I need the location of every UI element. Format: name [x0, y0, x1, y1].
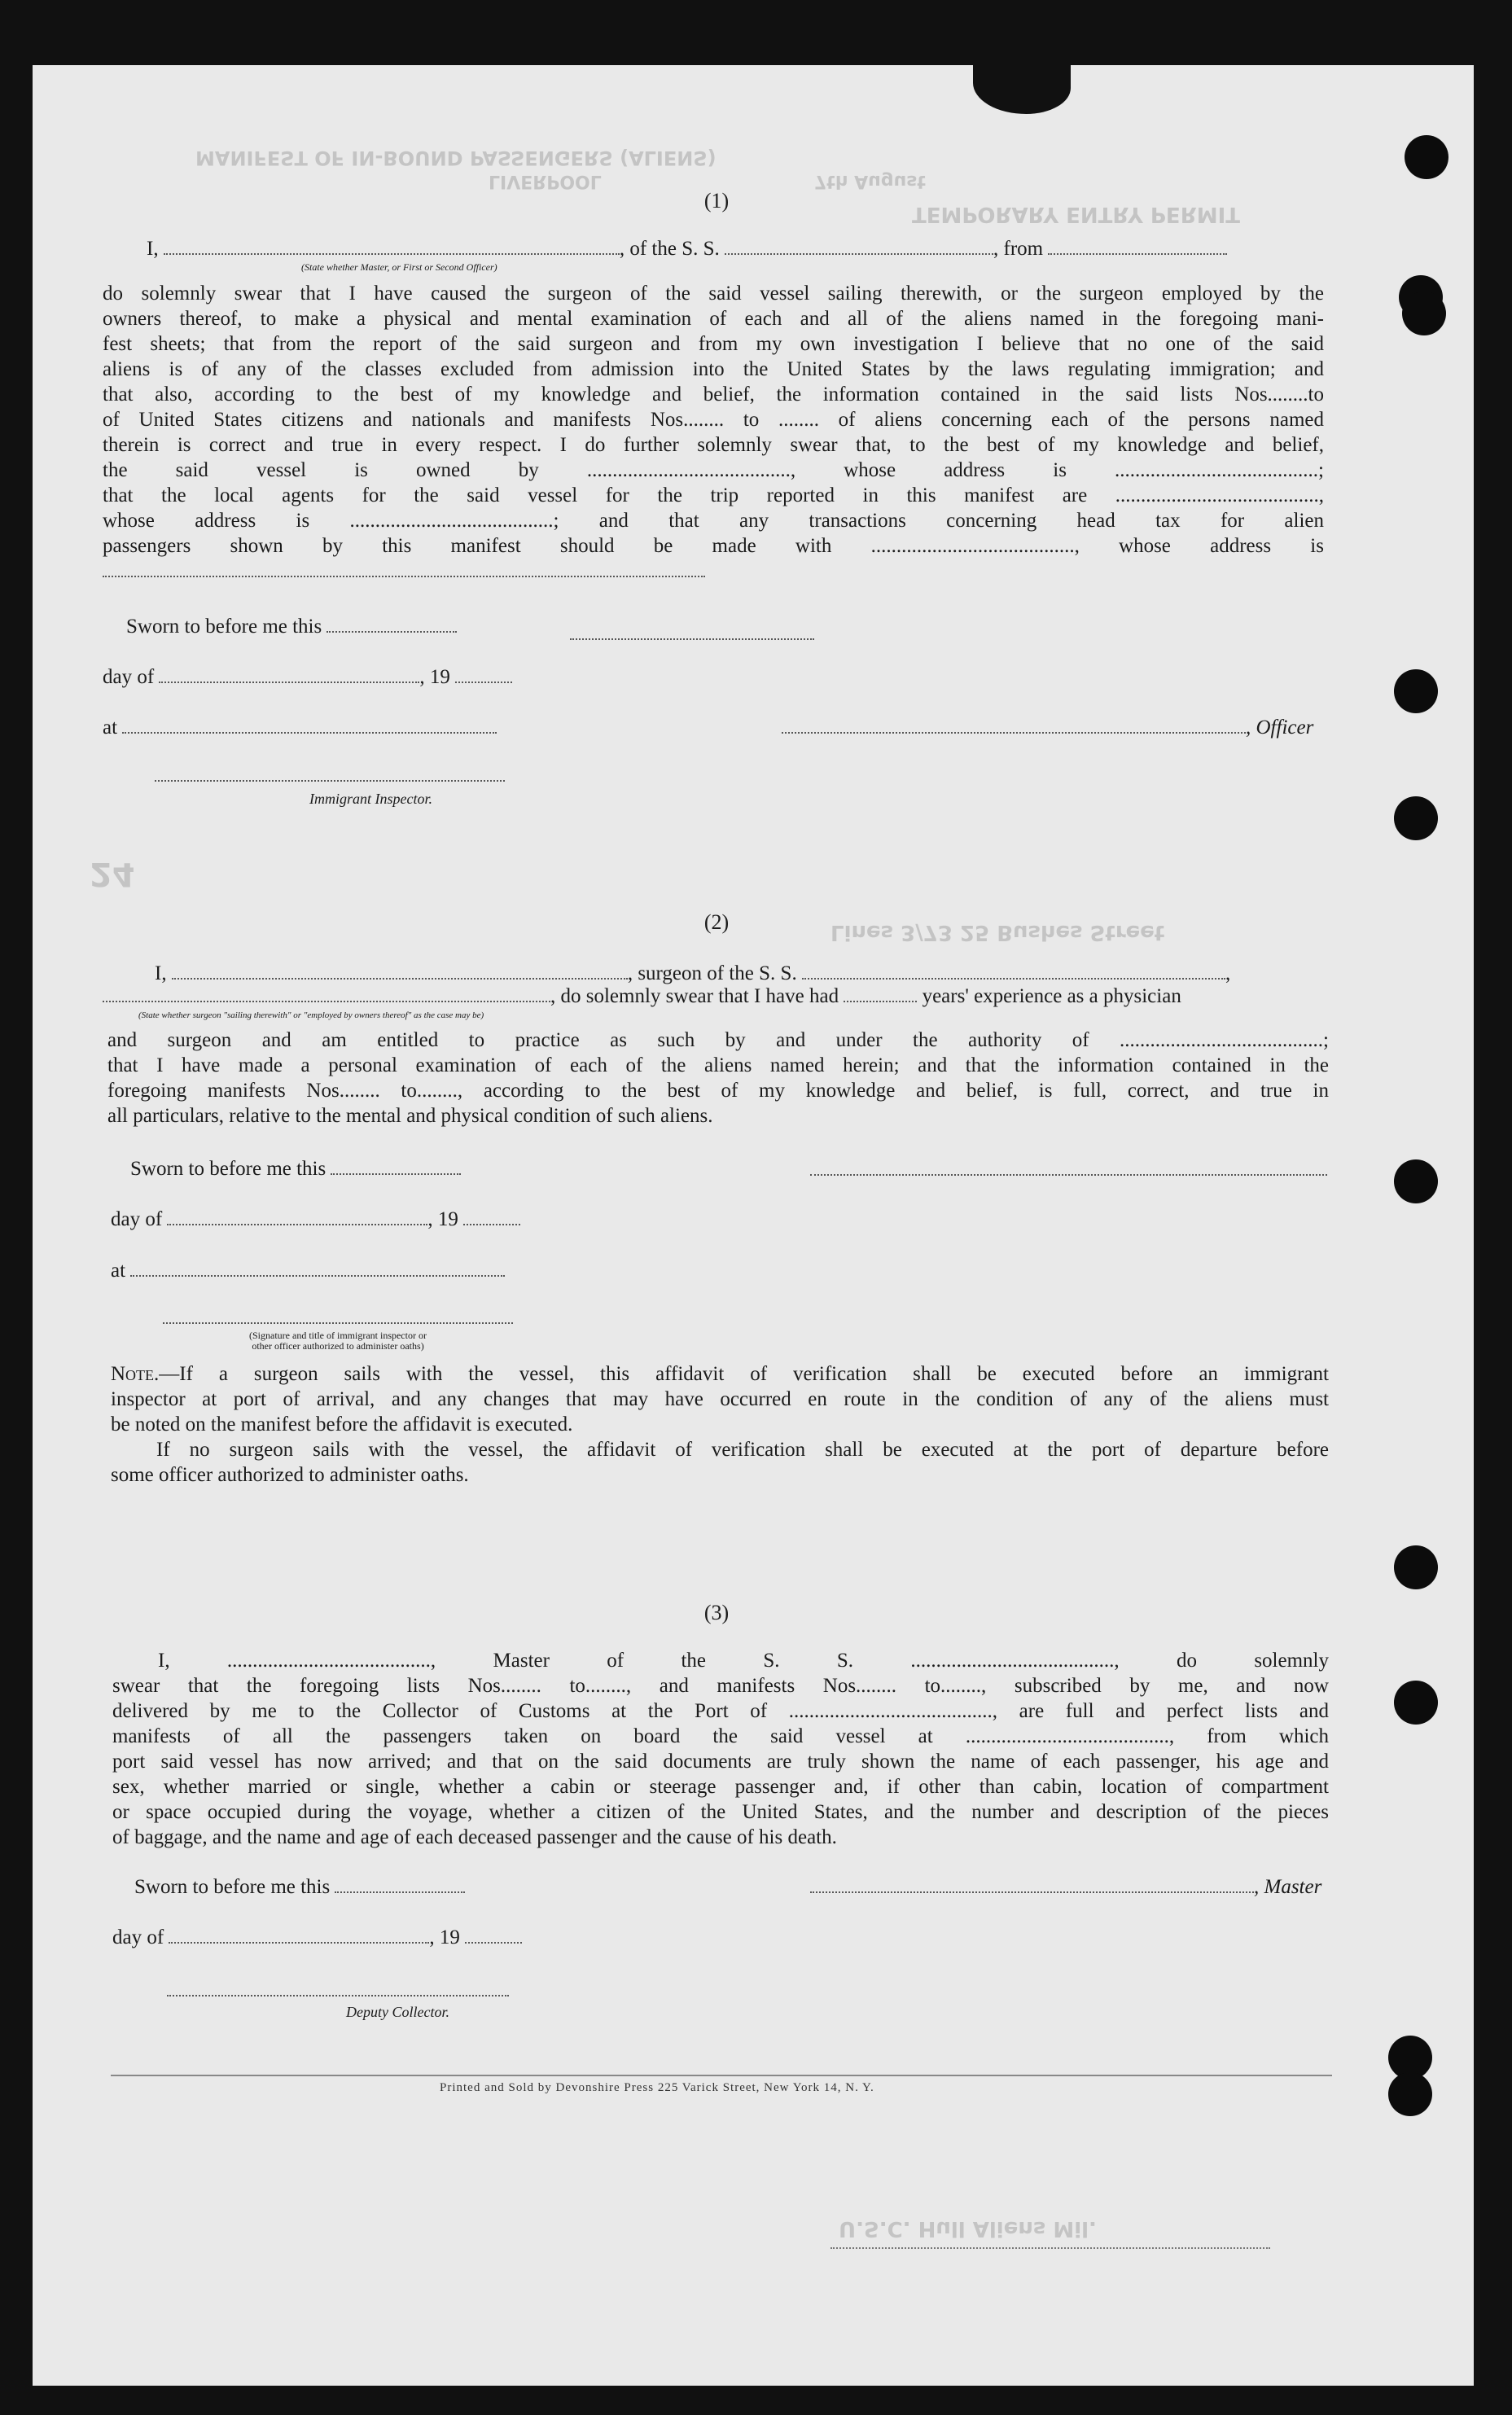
master-signature-field[interactable]: [810, 1875, 1254, 1893]
section-3-body: [112, 1648, 1329, 1850]
surgeon-vessel-field[interactable]: [802, 962, 1225, 980]
day-of-field[interactable]: [169, 1926, 429, 1944]
body-line: passengers shown by this manifest should be made with ........................................, whose address is: [103, 535, 1324, 557]
day-of-field[interactable]: [159, 665, 419, 683]
punch-hole: [1394, 1159, 1438, 1203]
body-line: port said vessel has now arrived; and that on the said documents are truly shown the name of each passenger, his age and: [112, 1751, 1329, 1773]
note-line: some officer authorized to administer oaths.: [111, 1464, 469, 1486]
body-line: the said vessel is owned by ........................................, whose address is ........................................;: [103, 459, 1324, 481]
day-of-label: day of , 19: [112, 1925, 522, 1950]
witness-caption: (Signature and title of immigrant inspector or other officer authorized to administer oaths): [249, 1330, 427, 1352]
head-tax-address-field[interactable]: [103, 559, 705, 577]
collector-signature-line: [167, 1995, 509, 1996]
punch-hole: [1394, 669, 1438, 713]
body-line: all particulars, relative to the mental and physical condition of such aliens.: [107, 1105, 713, 1127]
body-line: swear that the foregoing lists Nos........ to........, and manifests Nos........ to........, subscribed by me, and now: [112, 1675, 1329, 1697]
body-line: of baggage, and the name and age of each deceased passenger and the cause of his death.: [112, 1826, 837, 1848]
punch-hole: [1394, 796, 1438, 840]
witness-signature-line: [163, 1322, 513, 1324]
body-line: do solemnly swear that I have caused the surgeon of the said vessel sailing therewith, or the surgeon employed by the: [103, 283, 1324, 305]
footer-rule: [111, 2075, 1332, 2076]
body-line: owners thereof, to make a physical and mental examination of each and all of the aliens named in the foregoing mani-: [103, 308, 1324, 330]
year-field[interactable]: [455, 665, 512, 683]
body-line: and surgeon and am entitled to practice as such by and under the authority of ........................................;: [107, 1029, 1329, 1051]
officer-signature-field[interactable]: [782, 716, 1246, 734]
day-of-field[interactable]: [167, 1208, 427, 1225]
body-line: therein is correct and true in every respect. I do further solemnly swear that, to the best of my knowledge and belief,: [103, 434, 1324, 456]
sworn-label: Sworn to before me this: [130, 1156, 461, 1181]
section-3-number: (3): [703, 1601, 730, 1624]
officer-name-field[interactable]: [164, 237, 620, 255]
punch-hole: [1402, 291, 1446, 335]
day-of-label: day of , 19: [111, 1207, 520, 1232]
ghost-date: 7th August: [814, 171, 926, 191]
section-2-first-line: I, , surgeon of the S. S. ,: [155, 962, 1231, 984]
section-1-first-line: [147, 236, 1327, 261]
inspector-caption: Immigrant Inspector.: [309, 791, 432, 807]
printer-imprint: Printed and Sold by Devonshire Press 225 Varick Street, New York 14, N. Y.: [440, 2081, 874, 2094]
officer-signature-line: , Officer: [782, 715, 1313, 740]
body-line: fest sheets; that from the report of the said surgeon and from my own investigation I believe that no one of the said: [103, 333, 1324, 355]
day-of-label: day of , 19: [103, 664, 512, 690]
body-line: sex, whether married or single, whether a cabin or steerage passenger and, if other than cabin, location of compartment: [112, 1776, 1329, 1798]
note-label: Note.: [111, 1363, 160, 1385]
body-line: I, ........................................, Master of the S. S. ........................................, do solemnly: [158, 1650, 1329, 1672]
master-signature-line: , Master: [810, 1874, 1321, 1900]
punch-hole: [1394, 1681, 1438, 1725]
ghost-stamp: U.S.C. Hull Aliens Mil.: [839, 2216, 1097, 2241]
punch-hole: [1405, 135, 1448, 179]
punch-hole: [1394, 1545, 1438, 1589]
surgeon-signature-line: [810, 1174, 1327, 1176]
officer-signature-dots: [570, 638, 814, 640]
body-line: that also, according to the best of my knowledge and belief, the information contained in the said lists Nos........to: [103, 384, 1324, 405]
inspector-signature-line: [155, 780, 505, 782]
ghost-port: LIVERPOOL: [489, 171, 602, 191]
sworn-label: Sworn to before me this: [134, 1874, 465, 1900]
at-label: at: [103, 715, 497, 740]
body-line: or space occupied during the voyage, whether a citizen of the United States, and the number and description of the pieces: [112, 1801, 1329, 1823]
from-port-field[interactable]: [1048, 237, 1227, 255]
note-paragraph: Note.—If a surgeon sails with the vessel, this affidavit of verification shall be executed before an immigrant inspector at port of arrival, and any changes that may have occurred en route in the condition of any of the aliens must be noted on the manifest before the affidavit is executed. If no surgeon sails with the vessel, the affidavit of verification shall be executed at the port of departure before some officer authorized to administer oaths.: [111, 1363, 1329, 1486]
at-field[interactable]: [130, 1259, 505, 1277]
sworn-date-field[interactable]: [331, 1157, 461, 1175]
section-1-number: (1): [703, 189, 730, 213]
surgeon-name-field[interactable]: [172, 962, 628, 980]
note-line: If no surgeon sails with the vessel, the affidavit of verification shall be executed at the port of departure before: [156, 1439, 1329, 1461]
note-line: be noted on the manifest before the affidavit is executed.: [111, 1413, 573, 1435]
body-line: foregoing manifests Nos........ to........, according to the best of my knowledge and belief, is full, correct, and true in: [107, 1080, 1329, 1102]
ghost-number: 24: [90, 855, 135, 892]
year-field[interactable]: [463, 1208, 520, 1225]
body-line: that the local agents for the said vessel for the trip reported in this manifest are ........................................,: [103, 484, 1324, 506]
at-field[interactable]: [122, 716, 497, 734]
collector-caption: Deputy Collector.: [346, 2004, 449, 2020]
vessel-name-field[interactable]: [725, 237, 993, 255]
body-line: aliens is of any of the classes excluded from admission into the United States by the laws regulating immigration; and: [103, 358, 1324, 380]
section-2-second-line: , do solemnly swear that I have had years' experience as a physician: [103, 984, 1324, 1009]
surgeon-status-caption: (State whether surgeon "sailing therewith" or "employed by owners thereof" as the case may be): [138, 1010, 484, 1020]
year-field[interactable]: [465, 1926, 522, 1944]
officer-title-caption: (State whether Master, or First or Second Officer): [301, 261, 497, 273]
stamp-underline: [831, 2247, 1270, 2249]
sworn-date-field[interactable]: [327, 615, 457, 633]
section-1-body: [103, 281, 1324, 584]
ghost-filled: Lines 3/73 25 Bushes Street: [831, 920, 1165, 945]
body-line: manifests of all the passengers taken on board the said vessel at ........................................, from which: [112, 1725, 1329, 1747]
sworn-label: Sworn to before me this: [126, 614, 457, 639]
at-label: at: [111, 1258, 505, 1283]
body-line: that I have made a personal examination of each of the aliens named herein; and that the information contained in the: [107, 1054, 1329, 1076]
years-field[interactable]: [844, 984, 917, 1002]
ghost-header: MANIFEST OF IN-BOUND PASSENGERS (ALIENS): [195, 147, 717, 169]
surgeon-status-field[interactable]: [103, 984, 550, 1002]
body-line: of United States citizens and nationals and manifests Nos........ to ........ of aliens concerning each of the persons named: [103, 409, 1324, 431]
section-2-number: (2): [703, 910, 730, 934]
note-line: inspector at port of arrival, and any changes that may have occurred en route in the condition of any of the aliens must: [111, 1388, 1329, 1410]
of-ss-label: , of the S. S.: [619, 238, 720, 260]
sworn-date-field[interactable]: [335, 1875, 465, 1893]
ghost-permit: TEMPORARY ENTRY PERMIT: [912, 202, 1240, 226]
body-line: delivered by me to the Collector of Customs at the Port of ........................................, are full and perfect lists and: [112, 1700, 1329, 1722]
pronoun-label: I,: [147, 238, 159, 260]
body-line: whose address is ........................................; and that any transactions concerning head tax for alien: [103, 510, 1324, 532]
section-2-body: [107, 1028, 1329, 1129]
punch-hole: [1388, 2072, 1432, 2116]
from-label: , from: [993, 238, 1044, 260]
